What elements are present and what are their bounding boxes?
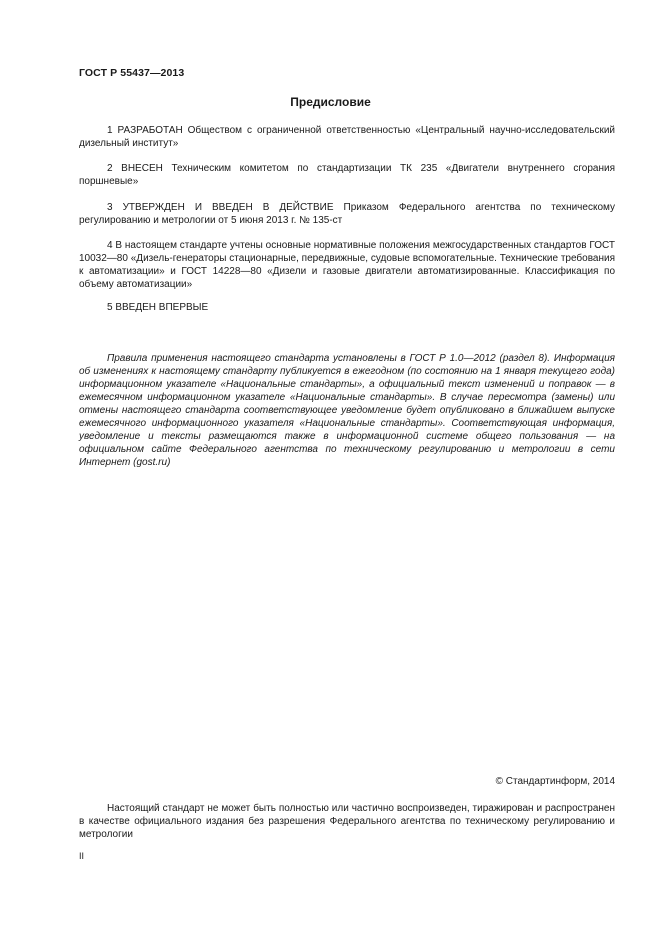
section-title: Предисловие [290,95,371,109]
foreword-item-2: 2 ВНЕСЕН Техническим комитетом по стандартизации ТК 235 «Двигатели внутреннего сгорания поршневые» [79,163,615,187]
application-rules-notice: Правила применения настоящего стандарта установлены в ГОСТ Р 1.0—2012 (раздел 8). Информация об изменениях к настоящему стандарту публикуется в ежегодном (по состоянию на 1 января текущего года) информационном указателе «Национальные стандарты», а официальный текст изменений и поправок — в ежемесячном информационном указателе «Национальные стандарты». В случае пересмотра (замены) или отмены настоящего стандарта соответствующее уведомление будет опубликовано в ближайшем выпуске ежемесячного информационного указателя «Национальные стандарты». Соответствующая информация, уведомление и тексты размещаются также в информационной системе общего пользования — на официальном сайте Федерального агентства по техническому регулированию и метрологии в сети Интернет (gost.ru) [79,353,615,468]
copyright-line: © Стандартинформ, 2014 [495,776,615,787]
foreword-item-4: 4 В настоящем стандарте учтены основные нормативные положения межгосударственных стандартов ГОСТ 10032—80 «Дизель-генераторы стационарные, передвижные, судовые вспомогательные. Технические требования к автоматизации» и ГОСТ 14228—80 «Дизели и газовые двигатели автоматизированные. Классификация по объему автоматизации» [79,240,615,290]
foreword-item-1: 1 РАЗРАБОТАН Обществом с ограниченной ответственностью «Центральный научно-исследовательский дизельный институт» [79,125,615,149]
document-code: ГОСТ Р 55437—2013 [79,67,185,79]
foreword-item-5: 5 ВВЕДЕН ВПЕРВЫЕ [107,302,209,313]
foreword-item-3: 3 УТВЕРЖДЕН И ВВЕДЕН В ДЕЙСТВИЕ Приказом Федерального агентства по техническому регулированию и метрологии от 5 июня 2013 г. № 135-ст [79,202,615,226]
reproduction-notice: Настоящий стандарт не может быть полностью или частично воспроизведен, тиражирован и распространен в качестве официального издания без разрешения Федерального агентства по техническому регулированию и метрологии [79,803,615,840]
page-number: II [79,851,85,861]
